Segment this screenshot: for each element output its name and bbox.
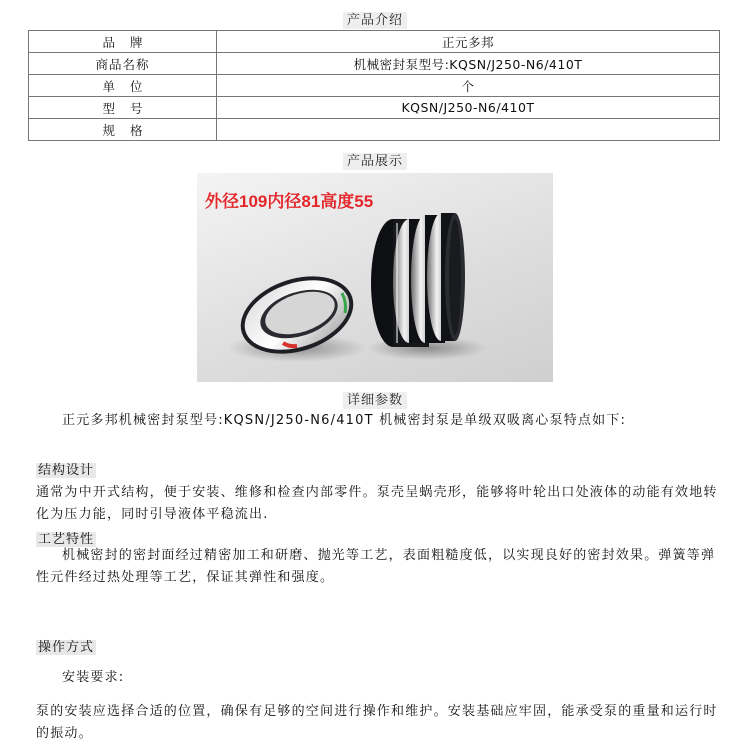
operation-heading: 操作方式 bbox=[38, 640, 95, 655]
spec-key: 单位 bbox=[29, 75, 217, 97]
spec-value bbox=[217, 119, 720, 141]
table-row bbox=[29, 119, 720, 141]
spec-value: 个 bbox=[217, 75, 720, 97]
table-row bbox=[29, 75, 720, 97]
photo-caption: 外径109内径81高度55 bbox=[205, 192, 374, 211]
structure-heading: 结构设计 bbox=[38, 463, 95, 478]
section-title-detail: 详细参数 bbox=[0, 389, 750, 408]
section-title-display: 产品展示 bbox=[0, 150, 750, 169]
install-label: 安装要求: bbox=[62, 670, 125, 685]
table-row bbox=[29, 31, 720, 53]
spec-key: 规格 bbox=[29, 119, 217, 141]
spec-table bbox=[28, 30, 720, 141]
spec-value: 正元多邦 bbox=[217, 31, 720, 53]
install-text: 泵的安装应选择合适的位置，确保有足够的空间进行操作和维护。安装基础应牢固，能承受泵的重量和运行时的振动。 bbox=[36, 704, 718, 741]
spec-key: 商品名称 bbox=[29, 53, 217, 75]
section-title-intro: 产品介绍 bbox=[0, 9, 750, 28]
detail-intro: 正元多邦机械密封泵型号:KQSN/J250-N6/410T 机械密封泵是单级双吸离心泵特点如下: bbox=[62, 413, 627, 428]
process-text: 机械密封的密封面经过精密加工和研磨、抛光等工艺，表面粗糙度低，以实现良好的密封效果。弹簧等弹性元件经过热处理等工艺，保证其弹性和强度。 bbox=[36, 548, 716, 585]
spec-key: 品牌 bbox=[29, 31, 217, 53]
spec-key: 型号 bbox=[29, 97, 217, 119]
table-row bbox=[29, 53, 720, 75]
structure-text: 通常为中开式结构，便于安装、维修和检查内部零件。泵壳呈蜗壳形，能够将叶轮出口处液体的动能有效地转化为压力能，同时引导液体平稳流出. bbox=[36, 485, 718, 522]
process-heading: 工艺特性 bbox=[38, 532, 95, 547]
seal-cylinder bbox=[371, 213, 465, 347]
spec-value: KQSN/J250-N6/410T bbox=[217, 97, 720, 119]
product-photo bbox=[197, 173, 553, 382]
spec-value: 机械密封泵型号:KQSN/J250-N6/410T bbox=[217, 53, 720, 75]
table-row bbox=[29, 97, 720, 119]
